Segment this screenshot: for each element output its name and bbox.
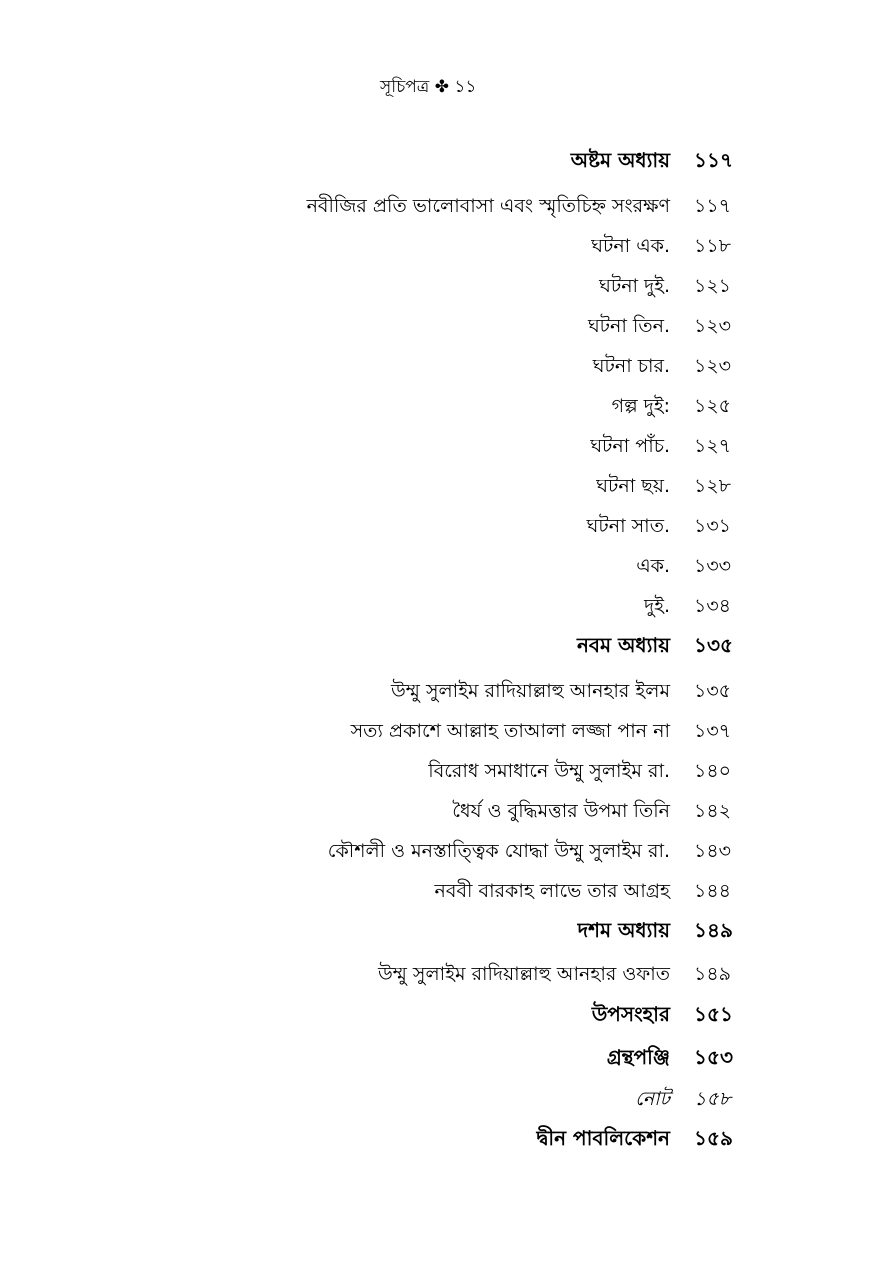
toc-entry-page: ১৫১ — [694, 1002, 733, 1026]
toc-entry-title: নোট — [635, 1088, 670, 1110]
toc-entry — [0, 674, 870, 708]
toc-entry — [0, 549, 870, 583]
toc-entry — [0, 714, 870, 748]
toc-entry-page: ১৪৯ — [694, 918, 733, 942]
toc-entry-title: দ্বীন পাবলিকেশন — [536, 1126, 670, 1150]
toc-entry-title: এক. — [636, 555, 670, 577]
toc-entry-page: ১১৮ — [694, 235, 731, 257]
toc-entry — [0, 229, 870, 263]
toc-entry-title: উম্মু সুলাইম রাদিয়াল্লাহু আনহার ইলম — [391, 680, 670, 702]
toc-entry-page: ১৩৪ — [694, 595, 732, 617]
toc-entry — [0, 269, 870, 303]
toc-entry-chapter-9 — [0, 628, 870, 662]
toc-entry-page: ১৩৫ — [694, 680, 732, 702]
toc-entry-page: ১৪৪ — [694, 880, 731, 902]
toc-entry — [0, 794, 870, 828]
toc-entry-title: ঘটনা এক. — [591, 235, 670, 257]
toc-entry-page: ১২৮ — [694, 475, 732, 497]
toc-entry-page: ১৩৫ — [694, 633, 733, 657]
toc-entry-page: ১২৩ — [694, 355, 732, 377]
toc-entry-title: অষ্টম অধ্যায় — [570, 148, 670, 172]
toc-entry-page: ১২৭ — [694, 435, 732, 457]
toc-entry-page: ১৩৭ — [694, 720, 732, 742]
toc-entry — [0, 389, 870, 423]
toc-entry-title: ঘটনা সাত. — [586, 515, 670, 537]
toc-entry — [0, 509, 870, 543]
toc-entry — [0, 754, 870, 788]
toc-entry — [0, 589, 870, 623]
toc-entry-page: ১৫৯ — [694, 1126, 733, 1150]
toc-entry-page: ১৫৮ — [694, 1088, 731, 1110]
toc-entry-title: দুই. — [644, 595, 670, 617]
toc-entry — [0, 469, 870, 503]
toc-entry-title: ঘটনা পাঁচ. — [590, 435, 670, 457]
toc-entry-title: উপসংহার — [591, 1002, 670, 1026]
toc-entry-page: ১৪২ — [694, 800, 732, 822]
toc-entry-page: ১২৫ — [694, 395, 732, 417]
toc-entry-page: ১৪৯ — [694, 963, 731, 985]
toc-entry-page: ১২১ — [694, 275, 732, 297]
toc-entry-notes — [0, 1082, 870, 1116]
toc-entry-page: ১৪০ — [694, 760, 732, 782]
toc-entry — [0, 189, 870, 223]
toc-entry-title: উম্মু সুলাইম রাদিয়াল্লাহু আনহার ওফাত — [377, 963, 670, 985]
toc-entry-title: নবম অধ্যায় — [576, 633, 670, 657]
toc-entry-page: ১৩৩ — [694, 555, 732, 577]
toc-entry-title: সত্য প্রকাশে আল্লাহ তাআলা লজ্জা পান না — [350, 720, 670, 742]
toc-entry-title: কৌশলী ও মনস্তাত্ত্বিক যোদ্ধা উম্মু সুলাইম রা. — [327, 840, 670, 862]
toc-entry-title: বিরোধ সমাধানে উম্মু সুলাইম রা. — [428, 760, 670, 782]
toc-entry-chapter-10 — [0, 913, 870, 947]
toc-entry-title: গল্প দুই: — [611, 395, 670, 417]
toc-entry-title: ঘটনা ছয়. — [596, 475, 670, 497]
toc-entry-page: ১১৭ — [694, 195, 732, 217]
toc-entry-title: ধৈর্য ও বুদ্ধিমত্তার উপমা তিনি — [452, 800, 670, 822]
toc-entry-bibliography — [0, 1040, 870, 1074]
toc-entry-title: দশম অধ্যায় — [577, 918, 670, 942]
toc-entry — [0, 874, 870, 908]
toc-entry-page: ১৪৩ — [694, 840, 732, 862]
toc-entry-title: ঘটনা চার. — [592, 355, 670, 377]
toc-entry-title: নবীজির প্রতি ভালোবাসা এবং স্মৃতিচিহ্ন সংরক্ষণ — [306, 195, 670, 217]
toc-entry — [0, 309, 870, 343]
toc-entry-page: ১১৭ — [694, 148, 733, 172]
toc-entry-chapter-8 — [0, 143, 870, 177]
toc-entry-page: ১২৩ — [694, 315, 732, 337]
toc-entry-title: ঘটনা তিন. — [587, 315, 670, 337]
toc-entry-page: ১৫৩ — [694, 1045, 733, 1069]
toc-entry-page: ১৩১ — [694, 515, 732, 537]
toc-entry — [0, 429, 870, 463]
toc-entry-title: নববী বারকাহ লাভে তার আগ্রহ — [434, 880, 670, 902]
page-header: সূচিপত্র ✤ ১১ — [380, 77, 477, 97]
toc-entry — [0, 834, 870, 868]
toc-entry-publisher — [0, 1121, 870, 1155]
toc-entry — [0, 349, 870, 383]
toc-entry-title: গ্রন্থপঞ্জি — [606, 1045, 670, 1069]
toc-entry-title: ঘটনা দুই. — [599, 275, 670, 297]
toc-entry-epilogue — [0, 997, 870, 1031]
toc-entry — [0, 957, 870, 991]
